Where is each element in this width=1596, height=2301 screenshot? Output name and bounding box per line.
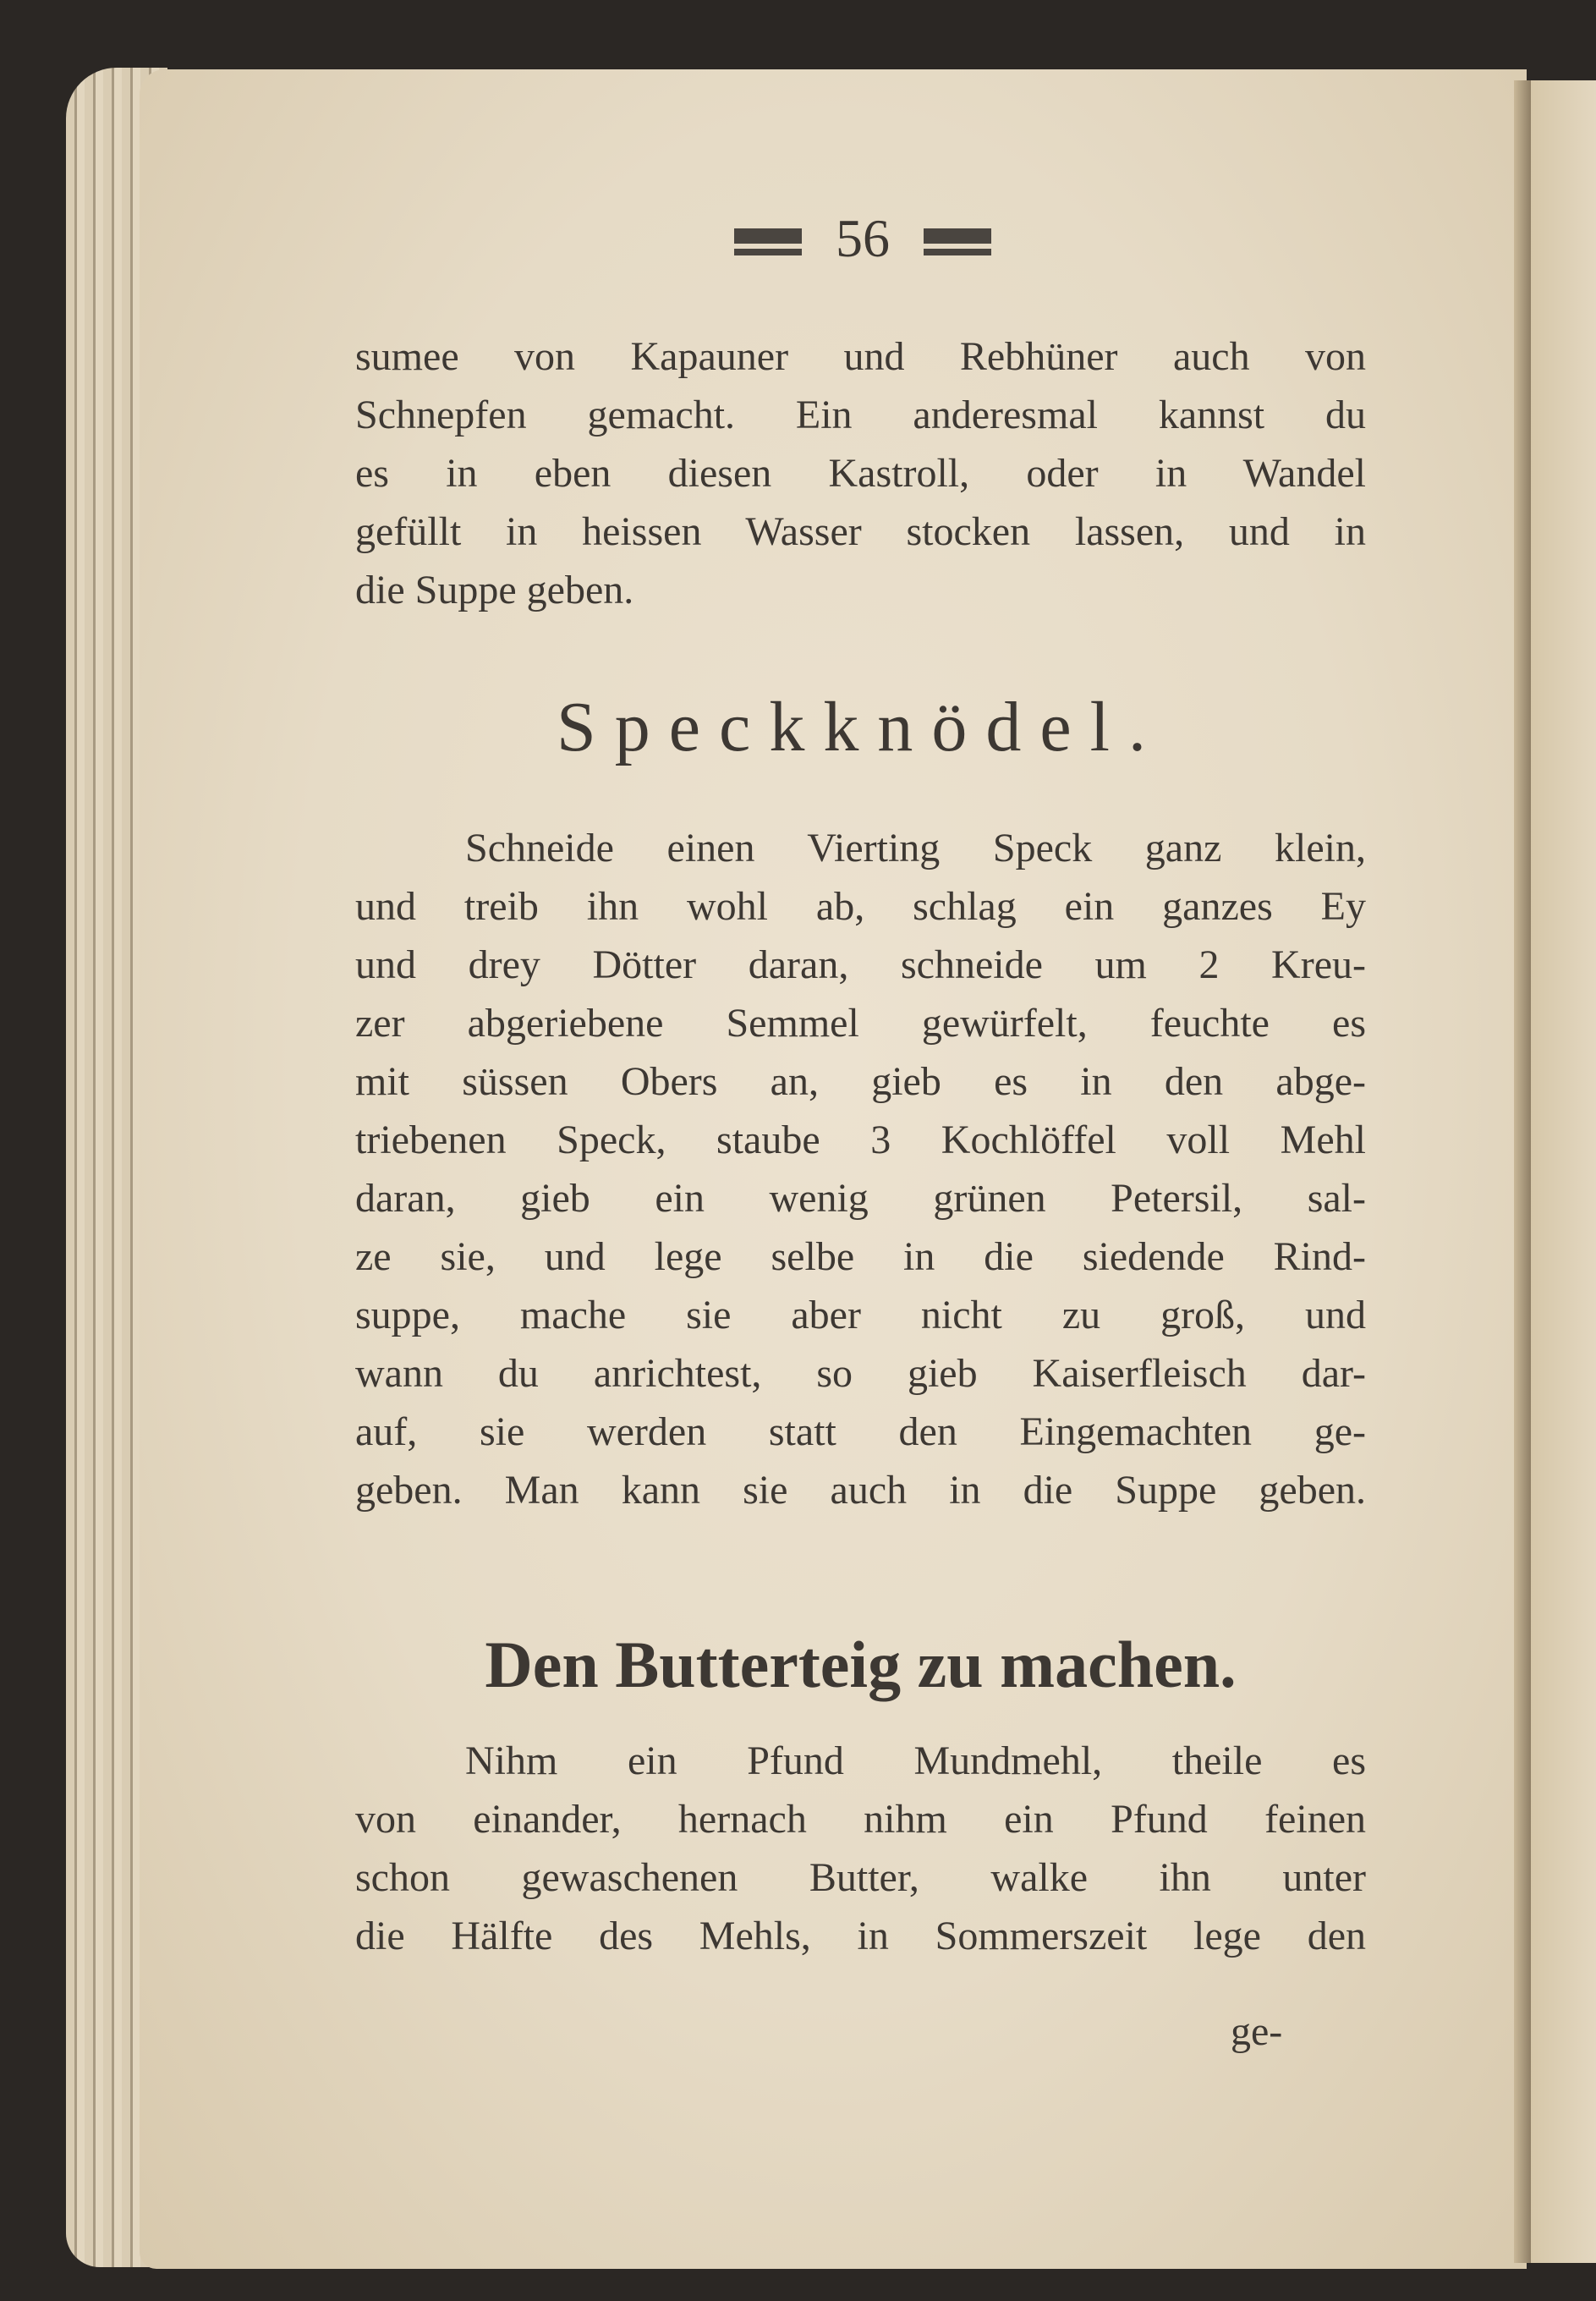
- paragraph-3: [355, 1732, 1366, 1965]
- text-line: von einander, hernach nihm ein Pfund feinen: [355, 1797, 1366, 1842]
- text-line: es in eben diesen Kastroll, oder in Wandel: [355, 451, 1366, 496]
- text-line: und treib ihn wohl ab, schlag ein ganzes Ey: [355, 884, 1366, 929]
- text-line: sumee von Kapauner und Rebhüner auch von: [355, 334, 1366, 379]
- text-line: und drey Dötter daran, schneide um 2 Kreu-: [355, 942, 1366, 987]
- text-line: mit süssen Obers an, gieb es in den abge-: [355, 1059, 1366, 1104]
- heading-speckknoedel: Speckknödel.: [557, 688, 1165, 766]
- text-line: ze sie, und lege selbe in die siedende Rind-: [355, 1234, 1366, 1279]
- text-line: auf, sie werden statt den Eingemachten ge-: [355, 1409, 1366, 1454]
- page-header: [685, 207, 1040, 270]
- text-line: triebenen Speck, staube 3 Kochlöffel voll Mehl: [355, 1118, 1366, 1162]
- book-gutter: [1514, 80, 1531, 2263]
- heading-butterteig: Den Butterteig zu machen.: [485, 1628, 1237, 1701]
- page-number: 56: [836, 208, 890, 268]
- text-line: daran, gieb ein wenig grünen Petersil, sal-: [355, 1176, 1366, 1221]
- ornament-rule-left: [734, 228, 802, 249]
- facing-page-edge: [1531, 80, 1596, 2263]
- text-line: zer abgeriebene Semmel gewürfelt, feuchte es: [355, 1001, 1366, 1046]
- text-line: die Hälfte des Mehls, in Sommerszeit lege den: [355, 1914, 1366, 1958]
- text-line: Schnepfen gemacht. Ein anderesmal kannst du: [355, 393, 1366, 437]
- paragraph-2: [355, 819, 1366, 1519]
- catchword: ge-: [1231, 2009, 1283, 2054]
- text-line: wann du anrichtest, so gieb Kaiserfleisch dar-: [355, 1351, 1366, 1396]
- text-line: geben. Man kann sie auch in die Suppe geben.: [355, 1468, 1366, 1513]
- text-line: schon gewaschenen Butter, walke ihn unter: [355, 1855, 1366, 1900]
- text-line: die Suppe geben.: [355, 568, 634, 612]
- text-line: Schneide einen Vierting Speck ganz klein,: [465, 826, 1366, 870]
- text-line: Nihm ein Pfund Mundmehl, theile es: [465, 1738, 1366, 1783]
- text-line: suppe, mache sie aber nicht zu groß, und: [355, 1293, 1366, 1337]
- ornament-rule-right: [924, 228, 991, 249]
- paragraph-1: [355, 327, 1366, 619]
- text-line: gefüllt in heissen Wasser stocken lassen, und in: [355, 509, 1366, 554]
